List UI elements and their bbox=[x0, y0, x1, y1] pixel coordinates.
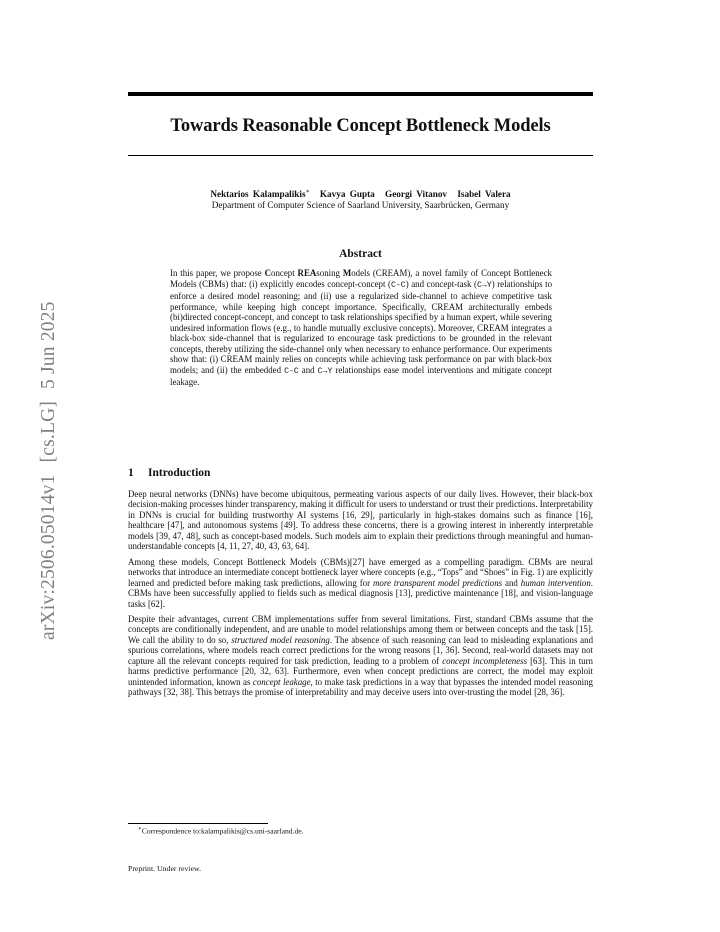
paper-title: Towards Reasonable Concept Bottleneck Models bbox=[170, 116, 551, 136]
abstract-heading: Abstract bbox=[339, 248, 382, 260]
arxiv-date: 5 Jun 2025 bbox=[38, 301, 59, 389]
footnote-mark: ∗ bbox=[138, 826, 142, 832]
introduction-body bbox=[128, 489, 593, 703]
section-heading-introduction bbox=[128, 467, 210, 479]
author-name: Georgi Vitanov bbox=[385, 189, 448, 200]
arxiv-identifier-stamp bbox=[38, 301, 60, 640]
title-bottom-rule bbox=[128, 155, 593, 156]
abstract-body: In this paper, we propose Concept REAsoning Models (CREAM), a novel family of Concept Bottleneck Models (CBMs) that: (i) explicitly encodes concept-concept (C-C) and concept-task (C→Y) relationships to enforce a desired model reasoning; and (ii) use a regularized side-channel to achieve competitive task performance, while keeping high concept importance. Specifically, CREAM architecturally embeds (bi)directed concept-concept, and concept to task relationships specified by a human expert, while severing undesired information flows (e.g., to handle mutually exclusive concepts). Moreover, CREAM integrates a black-box side-channel that is regularized to encourage task predictions to be grounded in the relevant concepts, thereby utilizing the side-channel only when necessary to enhance performance. Our experiments show that: (i) CREAM mainly relies on concepts while achieving task performance on par with black-box models; and (ii) the embedded C-C and C→Y relationships ease model interventions and mitigate concept leakage. bbox=[170, 268, 553, 387]
title-top-rule bbox=[128, 92, 593, 96]
correspondence-footnote bbox=[138, 826, 304, 836]
author-name: Kavya Gupta bbox=[319, 189, 375, 200]
arxiv-category: [cs.LG] bbox=[38, 400, 59, 463]
author-list bbox=[128, 188, 593, 199]
arxiv-id: arXiv:2506.05014v1 bbox=[38, 474, 59, 640]
footnote-rule bbox=[128, 823, 268, 824]
section-number: 1 bbox=[128, 467, 134, 479]
footnote-text: Correspondence to:kalampalikis@cs.uni-saarland.de. bbox=[141, 826, 304, 836]
intro-paragraph-1: Deep neural networks (DNNs) have become ubiquitous, permeating various aspects of our daily lives. However, their black-box decision-making processes hinder transparency, making it difficult for users to understand or trust their predictions. Interpretability in DNNs is crucial for building trustworthy AI systems [16, 29], particularly in high-stakes domains such as finance [16], healthcare [47], and autonomous systems [49]. To address these concerns, there is a growing interest in inherently interpretable models [39, 47, 48], such as concept-based models. Such models aim to explain their predictions through meaningful and human-understandable concepts [4, 11, 27, 40, 43, 63, 64]. bbox=[128, 489, 593, 552]
author-name: Isabel Valera bbox=[457, 189, 511, 200]
section-title: Introduction bbox=[148, 467, 211, 479]
author-footnote-mark: ∗ bbox=[305, 189, 310, 195]
intro-paragraph-3: Despite their advantages, current CBM implementations suffer from several limitations. First, standard CBMs assume that the concepts are conditionally independent, and are unable to model relationships among them or between concepts and the task [15]. We call the ability to do so, structured model reasoning. The absence of such reasoning can lead to misleading explanations and spurious correlations, where models reach correct predictions for the wrong reasons [1, 36]. Second, real-world datasets may not capture all the relevant concepts required for task prediction, leading to a problem of concept incompleteness [63]. This in turn harms predictive performance [20, 32, 63]. Furthermore, even when concept predictions are correct, the model may exploit unintended information, known as concept leakage, to make task predictions in a way that bypasses the intended model reasoning pathways [32, 38]. This betrays the promise of interpretability and may deceive users into over-trusting the model [28, 36]. bbox=[128, 613, 594, 698]
author-name: Nektarios Kalampalikis bbox=[210, 189, 306, 200]
preprint-notice: Preprint. Under review. bbox=[128, 864, 202, 873]
affiliation: Department of Computer Science of Saarland University, Saarbrücken, Germany bbox=[211, 200, 510, 210]
intro-paragraph-2: Among these models, Concept Bottleneck Models (CBMs)[27] have emerged as a compelling paradigm. CBMs are neural networks that introduce an intermediate concept bottleneck layer where concepts (e.g., “Tops” and “Shoes” in Fig. 1) are explicitly learned and predicted before making task predictions, allowing for more transparent model predictions and human intervention. CBMs have been successfully applied to fields such as medical diagnosis [13], predictive maintenance [18], and vision-language tasks [62]. bbox=[128, 556, 593, 609]
